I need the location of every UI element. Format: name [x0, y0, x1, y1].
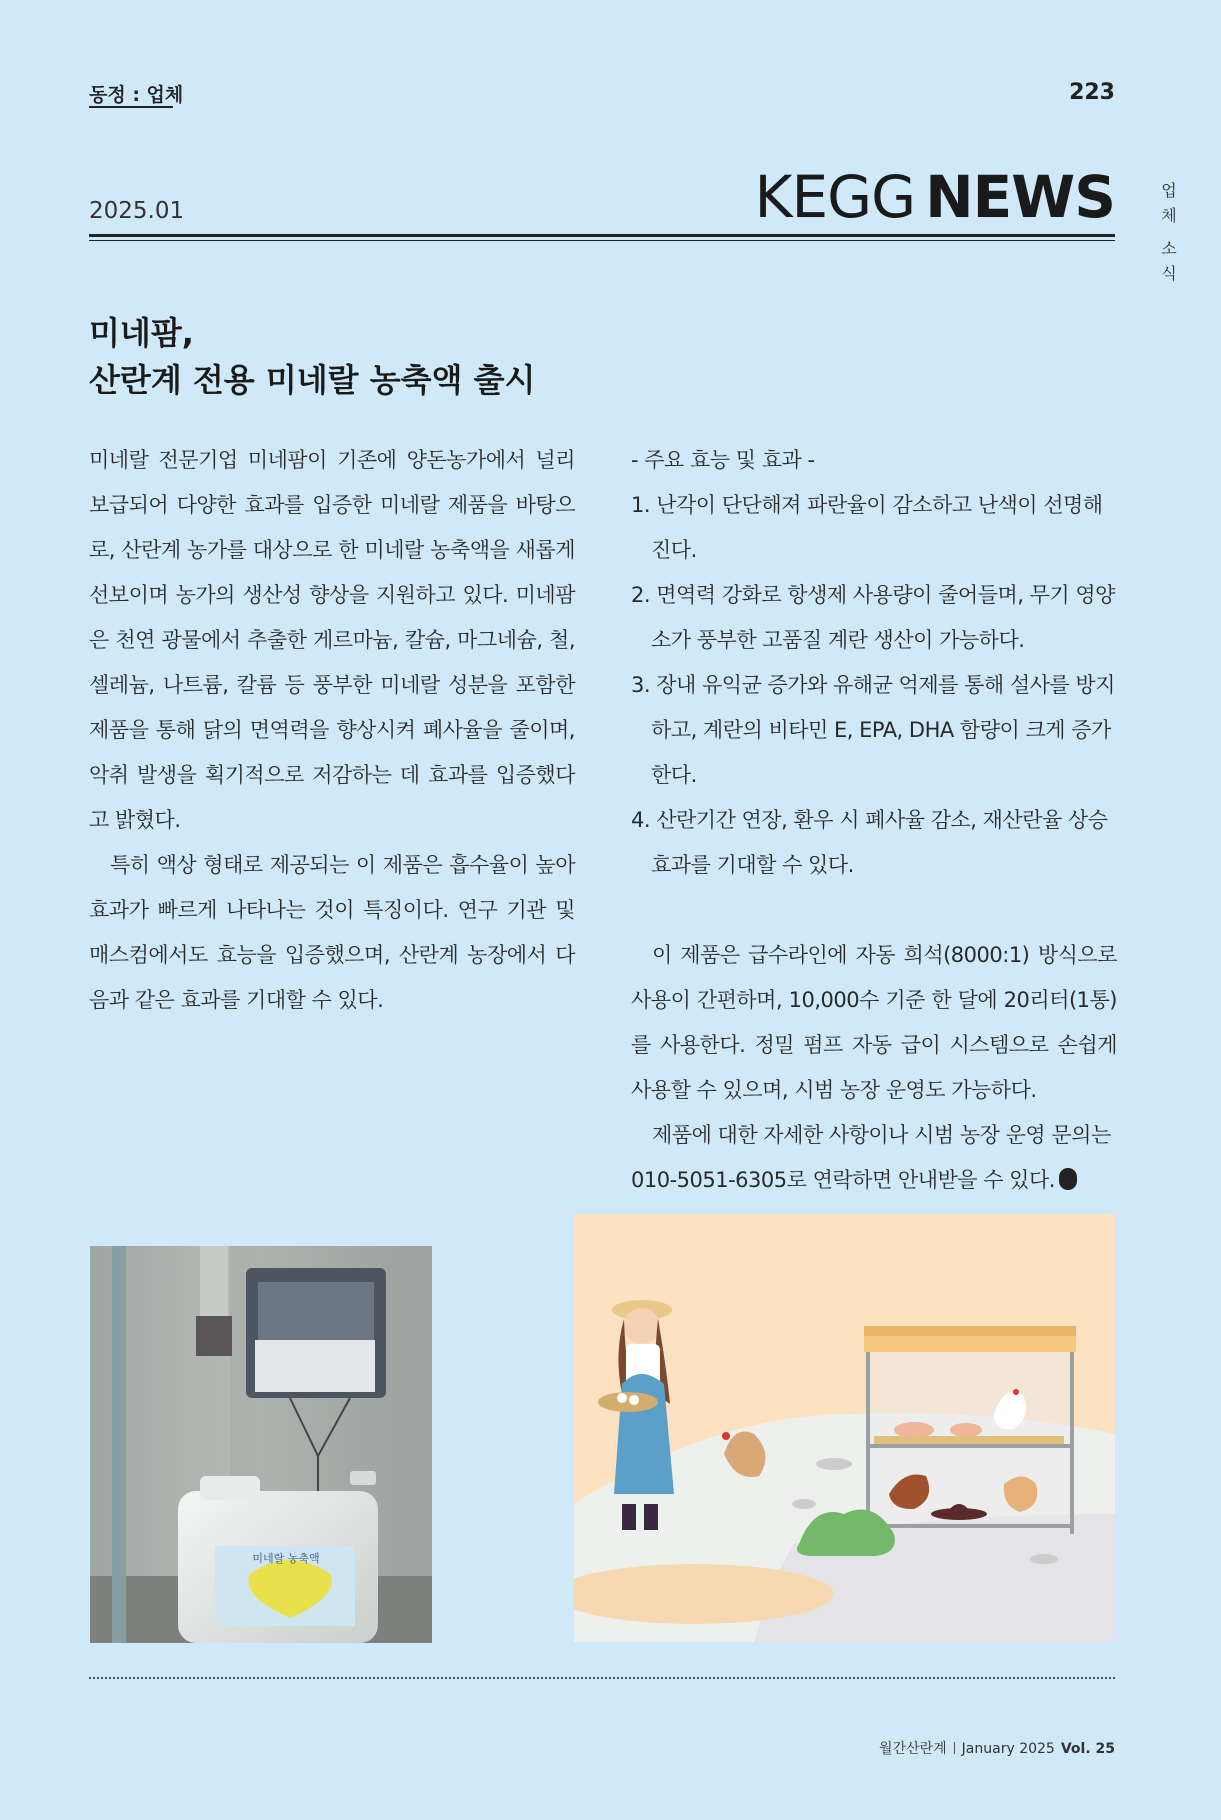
- product-photo-graphic: [90, 1246, 432, 1643]
- product-photo: [90, 1246, 432, 1643]
- article-paragraph: 이 제품은 급수라인에 자동 희석(8000:1) 방식으로 사용이 간편하며, 10,000수 기준 한 달에 20리터(1통)를 사용한다. 정밀 펌프 자동 급이 시스템으로 손쉽게 사용할 수 있으며, 시범 농장 운영도 가능하다.: [631, 943, 1117, 1102]
- header-rule-thin: [89, 240, 1115, 241]
- article-paragraph: [631, 1113, 1117, 1203]
- article-title-line1: 미네팜,: [89, 314, 194, 352]
- product-label-text: 미네랄 농축액: [252, 1552, 320, 1565]
- farm-illustration-graphic: [574, 1214, 1115, 1642]
- paragraph-spacer: [631, 888, 1117, 933]
- article-left-column: [89, 438, 575, 1023]
- article-title: [89, 310, 535, 404]
- side-tab-char: 소: [1161, 239, 1177, 258]
- brand-logo-bold: NEWS: [925, 163, 1115, 231]
- article-paragraph-text: 제품에 대한 자세한 사항이나 시범 농장 운영 문의는 010-5051-6305로 연락하면 안내받을 수 있다.: [631, 1123, 1111, 1192]
- side-tab-char: 식: [1161, 264, 1177, 283]
- footer-volume: Vol. 25: [1060, 1741, 1115, 1757]
- brand-logo-light: KEGG: [754, 163, 916, 231]
- side-tab: [1159, 178, 1179, 286]
- end-mark-icon: [1059, 1168, 1077, 1190]
- issue-date: 2025.01: [89, 198, 185, 224]
- footer-divider: [89, 1677, 1115, 1679]
- header-rule: [89, 234, 1115, 237]
- side-tab-char: [1159, 228, 1179, 236]
- section-underline: [89, 106, 173, 108]
- footer-separator: [954, 1742, 955, 1754]
- farm-illustration: [574, 1214, 1115, 1642]
- page-footer: [879, 1738, 1115, 1758]
- side-tab-char: 체: [1161, 206, 1177, 225]
- page-number: 223: [1069, 80, 1115, 105]
- brand-logo: [754, 163, 1116, 231]
- article-paragraph: 특히 액상 형태로 제공되는 이 제품은 흡수율이 높아 효과가 빠르게 나타나는 것이 특징이다. 연구 기관 및 매스컴에서도 효능을 입증했으며, 산란계 농장에서 다음과 같은 효과를 기대할 수 있다.: [89, 853, 575, 1012]
- effects-item: 4. 산란기간 연장, 환우 시 폐사율 감소, 재산란율 상승 효과를 기대할 수 있다.: [631, 808, 1108, 877]
- section-label: 동정 : 업체: [89, 84, 184, 106]
- article-paragraph: 미네랄 전문기업 미네팜이 기존에 양돈농가에서 널리 보급되어 다양한 효과를 입증한 미네랄 제품을 바탕으로, 산란계 농가를 대상으로 한 미네랄 농축액을 새롭게 선보이며 농가의 생산성 향상을 지원하고 있다. 미네팜은 천연 광물에서 추출한 게르마늄, 칼슘, 마그네슘, 철, 셀레늄, 나트륨, 칼륨 등 풍부한 미네랄 성분을 포함한 제품을 통해 닭의 면역력을 향상시켜 폐사율을 줄이며, 악취 발생을 획기적으로 저감하는 데 효과를 입증했다고 밝혔다.: [89, 448, 575, 832]
- footer-magazine: 월간산란계: [879, 1741, 947, 1757]
- side-tab-char: 업: [1161, 181, 1177, 200]
- effects-item: 1. 난각이 단단해져 파란율이 감소하고 난색이 선명해진다.: [631, 493, 1103, 562]
- effects-item: 3. 장내 유익균 증가와 유해균 억제를 통해 설사를 방지하고, 계란의 비타민 E, EPA, DHA 함량이 크게 증가한다.: [631, 673, 1115, 787]
- effects-heading: - 주요 효능 및 효과 -: [631, 448, 815, 472]
- article-title-line2: 산란계 전용 미네랄 농축액 출시: [89, 361, 536, 399]
- article-right-column: [631, 438, 1117, 1203]
- footer-month: January 2025: [961, 1741, 1055, 1757]
- effects-item: 2. 면역력 강화로 항생제 사용량이 줄어들며, 무기 영양소가 풍부한 고품질 계란 생산이 가능하다.: [631, 583, 1115, 652]
